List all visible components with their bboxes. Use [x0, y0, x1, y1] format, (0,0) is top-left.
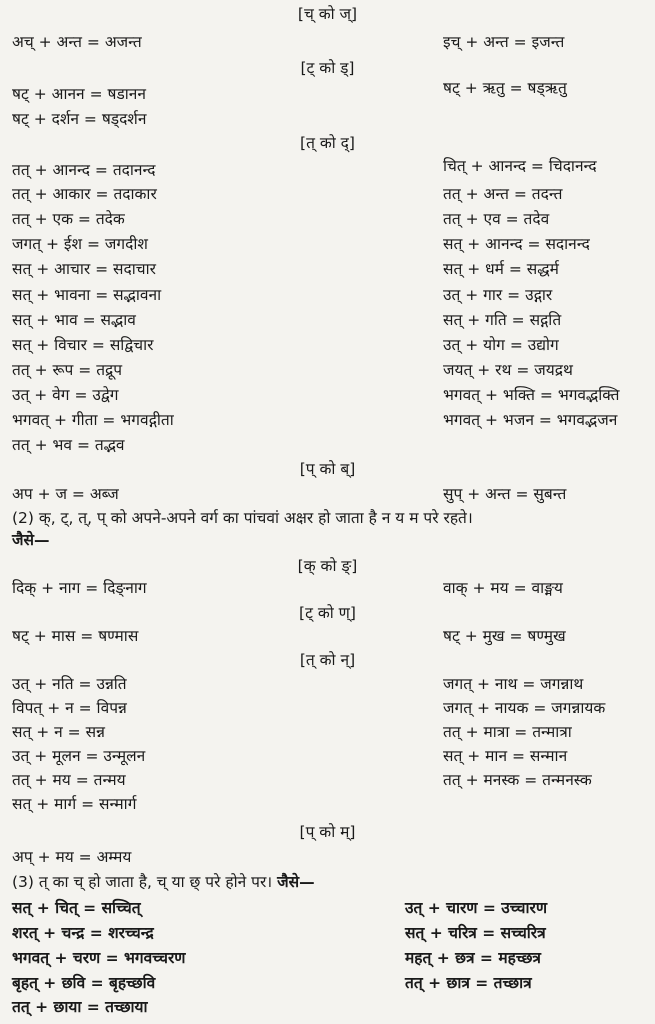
- example-row: [0, 333, 655, 357]
- example-right: सत् + धर्म = सद्धर्म: [443, 260, 559, 278]
- example-right: उत् + गार = उद्गार: [443, 286, 553, 304]
- example-right: तत् + मनस्क = तन्मनस्क: [443, 771, 592, 789]
- example-row: [0, 896, 655, 920]
- example-row: [0, 30, 655, 54]
- example-right: उत् + योग = उद्योग: [443, 336, 559, 354]
- section-heading: [त् को न्]: [299, 651, 356, 669]
- example-row: [0, 995, 655, 1019]
- example-right: सत् + आनन्द = सदानन्द: [443, 235, 590, 253]
- example-right: सत् + गति = सद्गति: [443, 311, 562, 329]
- example-left: षट् + दर्शन = षड्दर्शन: [12, 110, 147, 128]
- example-left: उत् + वेग = उद्वेग: [12, 386, 119, 404]
- example-right: तत् + एव = तदेव: [443, 210, 550, 228]
- example-row: [0, 845, 655, 869]
- section-heading: [च् को ज्]: [297, 5, 358, 23]
- example-row: [0, 696, 655, 720]
- example-right: भगवत् + भक्ति = भगवद्भक्ति: [443, 386, 620, 404]
- example-right: वाक् + मय = वाङ्मय: [443, 579, 563, 597]
- example-right: जयत् + रथ = जयद्रथ: [443, 361, 573, 379]
- example-row: [0, 158, 655, 182]
- example-right: सुप् + अन्त = सुबन्त: [443, 485, 567, 503]
- rule-note-2: (2) क्, ट्, त्, प् को अपने-अपने वर्ग का पांचवां अक्षर हो जाता है न य म परे रहते।: [12, 509, 473, 527]
- rule-note-3: [12, 871, 315, 893]
- section-heading: [त् को द्]: [300, 134, 355, 152]
- example-right: चित् + आनन्द = चिदानन्द: [443, 157, 597, 175]
- example-left: सत् + विचार = सद्विचार: [12, 336, 154, 354]
- example-left: सत् + मार्ग = सन्मार्ग: [12, 795, 137, 813]
- example-right: जगत् + नायक = जगन्नायक: [443, 699, 606, 717]
- example-right: षट् + ऋतु = षड्ऋतु: [443, 79, 567, 97]
- example-row: [0, 768, 655, 792]
- example-left: तत् + रूप = तद्रूप: [12, 361, 123, 379]
- example-right: तत् + मात्रा = तन्मात्रा: [443, 723, 572, 741]
- section-heading: [ट् को ण्]: [299, 604, 356, 622]
- example-row: [0, 107, 655, 131]
- section-heading: [ट् को ड्]: [300, 59, 355, 77]
- example-row: [0, 182, 655, 206]
- example-left: भगवत् + गीता = भगवद्गीता: [12, 411, 174, 429]
- example-right: इच् + अन्त = इजन्त: [443, 33, 565, 51]
- example-row: [0, 946, 655, 970]
- section-heading: [प् को ब्]: [299, 460, 356, 478]
- example-left: तत् + आनन्द = तदानन्द: [12, 161, 156, 179]
- example-row: [0, 482, 655, 506]
- example-row: [0, 383, 655, 407]
- example-right: महत् + छत्र = महच्छत्र: [405, 949, 541, 967]
- example-left: षट् + मास = षण्मास: [12, 627, 139, 645]
- example-row: [0, 744, 655, 768]
- example-left: तत् + भव = तद्भव: [12, 436, 125, 454]
- example-left: तत् + मय = तन्मय: [12, 771, 126, 789]
- example-row: [0, 358, 655, 382]
- example-left: शरत् + चन्द्र = शरच्चन्द्र: [12, 924, 154, 942]
- example-left: सत् + भावना = सद्भावना: [12, 286, 162, 304]
- example-row: [0, 672, 655, 696]
- example-row: [0, 624, 655, 648]
- example-right: षट् + मुख = षण्मुख: [443, 627, 566, 645]
- example-left: षट् + आनन = षडानन: [12, 85, 146, 103]
- section-heading: [प् को म्]: [299, 823, 356, 841]
- example-left: विपत् + न = विपन्न: [12, 699, 127, 717]
- example-row: [0, 576, 655, 600]
- example-left: तत् + आकार = तदाकार: [12, 185, 157, 203]
- example-right: जगत् + नाथ = जगन्नाथ: [443, 675, 584, 693]
- example-left: जगत् + ईश = जगदीश: [12, 235, 148, 253]
- example-left: बृहत् + छवि = बृहच्छवि: [12, 974, 156, 992]
- example-left: अच् + अन्त = अजन्त: [12, 33, 142, 51]
- example-left: सत् + चित् = सच्चित्: [12, 899, 141, 917]
- example-right: तत् + छात्र = तच्छात्र: [405, 974, 532, 992]
- jaise-label: जैसे—: [277, 873, 315, 891]
- example-left: उत् + मूलन = उन्मूलन: [12, 747, 146, 765]
- example-right: सत् + मान = सन्मान: [443, 747, 568, 765]
- example-left: सत् + भाव = सद्भाव: [12, 311, 136, 329]
- example-left: तत् + एक = तदेक: [12, 210, 125, 228]
- example-left: दिक् + नाग = दिङ्नाग: [12, 579, 147, 597]
- section-heading: [क् को ङ्]: [297, 557, 358, 575]
- example-row: [0, 308, 655, 332]
- example-left: तत् + छाया = तच्छाया: [12, 998, 148, 1016]
- example-row: [0, 971, 655, 995]
- example-left: अप् + मय = अम्मय: [12, 848, 132, 866]
- example-row: [0, 232, 655, 256]
- example-row: [0, 79, 655, 106]
- example-row: [0, 720, 655, 744]
- example-right: उत् + चारण = उच्चारण: [405, 899, 548, 917]
- example-left: उत् + नति = उन्नति: [12, 675, 127, 693]
- example-left: भगवत् + चरण = भगवच्चरण: [12, 949, 186, 967]
- example-row: [0, 792, 655, 816]
- example-row: [0, 283, 655, 307]
- example-right: तत् + अन्त = तदन्त: [443, 185, 563, 203]
- example-left: सत् + आचार = सदाचार: [12, 260, 156, 278]
- example-left: अप + ज = अब्ज: [12, 485, 119, 503]
- example-row: [0, 408, 655, 432]
- example-row: [0, 257, 655, 281]
- example-right: सत् + चरित्र = सच्चरित्र: [405, 924, 546, 942]
- example-row: [0, 207, 655, 231]
- rule-note-3-text: (3) त् का च् हो जाता है, च् या छ् परे होने पर।: [12, 873, 273, 891]
- example-left: सत् + न = सन्न: [12, 723, 105, 741]
- example-row: [0, 921, 655, 945]
- example-row: [0, 433, 655, 457]
- example-right: भगवत् + भजन = भगवद्भजन: [443, 411, 618, 429]
- jaise-label: जैसे—: [12, 531, 50, 549]
